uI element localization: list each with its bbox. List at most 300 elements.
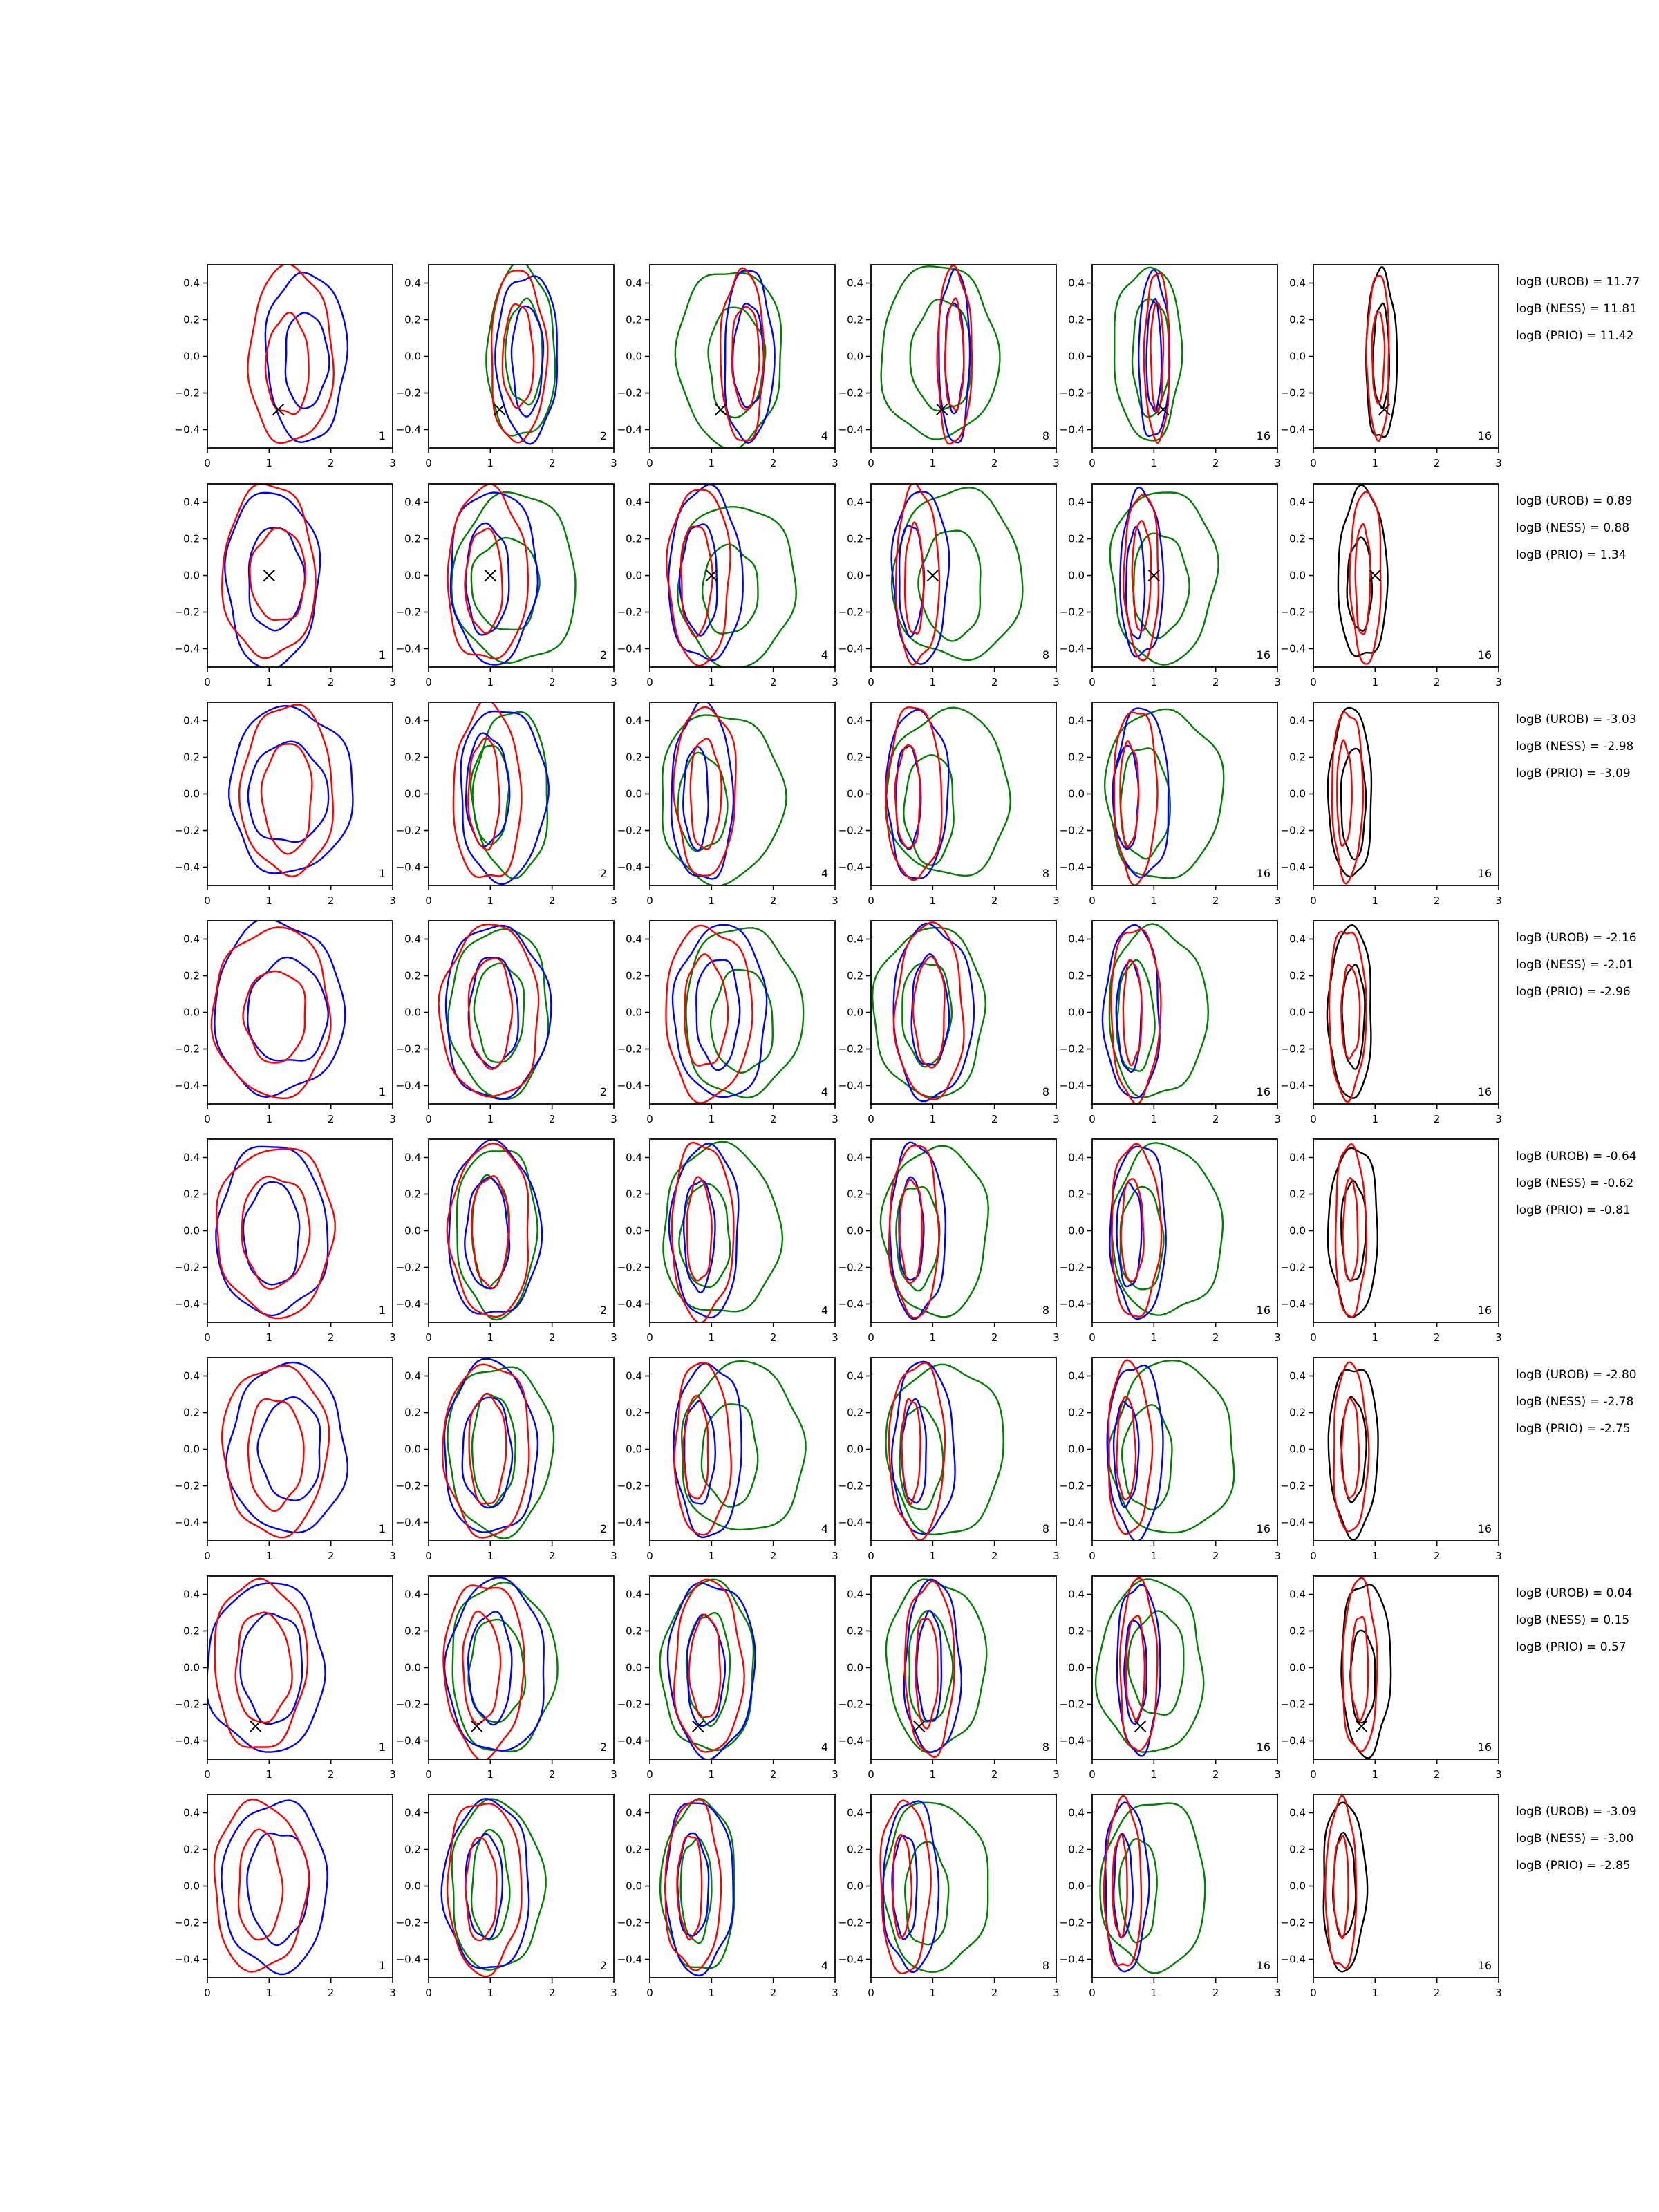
y-tick-label: −0.2 (395, 1042, 421, 1056)
contour-blue (265, 272, 348, 442)
contour-group (442, 1799, 546, 1976)
y-tick-label: −0.4 (838, 1516, 863, 1529)
y-tick-label: −0.4 (395, 642, 421, 655)
contour-blue (468, 1611, 512, 1725)
x-tick-label: 3 (1495, 1550, 1502, 1562)
logb-annotation-row-8 (1516, 1805, 1637, 1873)
x-tick-label: 3 (610, 1768, 617, 1781)
x-tick-label: 0 (204, 1987, 211, 1999)
subplot-r4-c2 (396, 921, 617, 1125)
subplot-r6-c4 (838, 1358, 1060, 1562)
x-tick-label: 0 (646, 676, 653, 688)
x-tick-label: 0 (868, 1331, 874, 1344)
contour-blue (248, 742, 328, 842)
subplot-r1-c6 (1281, 265, 1502, 469)
x-tick-label: 3 (389, 1768, 396, 1781)
subplot-count-label: 16 (1477, 429, 1492, 442)
y-tick-label: 0.4 (626, 1369, 642, 1382)
y-tick-label: −0.4 (838, 1297, 863, 1311)
y-tick-label: 0.0 (404, 350, 421, 363)
contour-red (1333, 1836, 1349, 1938)
subplot-r7-c5 (1060, 1576, 1281, 1781)
y-tick-label: 0.4 (404, 932, 421, 946)
y-tick-label: −0.4 (174, 861, 200, 874)
y-tick-label: −0.2 (617, 1916, 642, 1929)
x-tick-label: 3 (1053, 1768, 1060, 1781)
subplot-r5-c4 (838, 1139, 1060, 1344)
y-tick-label: −0.4 (838, 1734, 863, 1747)
contour-red (672, 1143, 733, 1323)
subplot-r2-c6 (1281, 484, 1502, 688)
x-tick-label: 1 (708, 1331, 715, 1344)
x-tick-label: 3 (610, 1113, 617, 1125)
y-tick-label: 0.0 (1068, 787, 1085, 800)
contour-blue (226, 1362, 348, 1533)
logb-annotation-row-1 (1516, 275, 1640, 343)
contour-red (250, 528, 306, 620)
y-tick-label: 0.4 (1068, 1151, 1085, 1164)
x-tick-label: 2 (548, 1987, 556, 1999)
y-tick-label: −0.2 (838, 1698, 863, 1711)
x-tick-label: 1 (1150, 1768, 1158, 1781)
y-tick-label: −0.4 (174, 642, 200, 655)
x-tick-label: 0 (1089, 457, 1096, 469)
logb-text: logB (NESS) = -3.00 (1516, 1832, 1634, 1846)
logb-text: logB (UROB) = 0.04 (1516, 1586, 1633, 1600)
contour-group (447, 1139, 542, 1320)
x-tick-label: 2 (991, 1550, 998, 1562)
y-tick-label: 0.2 (1289, 751, 1306, 764)
contour-red (261, 744, 312, 854)
y-tick-label: −0.2 (174, 606, 200, 619)
x-tick-label: 1 (708, 457, 715, 469)
x-tick-label: 3 (389, 676, 396, 688)
y-tick-label: −0.4 (1059, 1079, 1085, 1092)
contour-group (886, 1362, 1004, 1540)
subplot-count-label: 1 (378, 648, 386, 662)
y-tick-label: 0.0 (847, 1443, 863, 1456)
x-tick-label: 0 (1310, 1987, 1317, 1999)
y-tick-label: 0.4 (1068, 1369, 1085, 1382)
contour-group (247, 264, 348, 443)
subplot-r4-c1 (175, 919, 396, 1125)
true-value-marker (1135, 1721, 1146, 1732)
y-tick-label: 0.0 (847, 787, 863, 800)
contour-group (486, 261, 557, 444)
y-tick-label: 0.2 (404, 532, 421, 545)
y-tick-label: −0.4 (617, 642, 642, 655)
x-tick-label: 2 (327, 894, 335, 907)
x-tick-label: 1 (929, 457, 937, 469)
x-tick-label: 0 (868, 676, 874, 688)
subplot-r4-c4 (838, 921, 1060, 1125)
contour-green (883, 1803, 988, 1972)
contour-green (918, 531, 980, 641)
x-tick-label: 0 (646, 1768, 653, 1781)
y-tick-label: 0.2 (626, 532, 642, 545)
y-tick-label: 0.2 (1068, 1843, 1085, 1856)
x-tick-label: 1 (265, 894, 273, 907)
y-tick-label: 0.0 (847, 1661, 863, 1674)
x-tick-label: 3 (389, 457, 396, 469)
true-value-marker (715, 404, 727, 415)
x-tick-label: 1 (1371, 457, 1379, 469)
y-tick-label: 0.2 (847, 532, 863, 545)
contour-green (471, 1830, 509, 1940)
subplot-r8-c3 (617, 1794, 838, 1999)
y-tick-label: −0.4 (1280, 1297, 1306, 1311)
y-tick-label: 0.0 (404, 1006, 421, 1019)
subplot-r2-c1 (175, 484, 396, 688)
y-tick-label: −0.2 (1280, 1479, 1306, 1492)
contour-group (886, 1580, 986, 1757)
x-tick-label: 1 (708, 894, 715, 907)
true-value-marker (263, 570, 274, 581)
y-tick-label: −0.4 (838, 423, 863, 436)
x-tick-label: 1 (487, 457, 494, 469)
y-tick-label: 0.0 (183, 1443, 200, 1456)
y-tick-label: 0.0 (404, 1224, 421, 1237)
x-tick-label: 2 (769, 1768, 777, 1781)
contour-red (666, 490, 730, 666)
contour-blue (512, 306, 543, 417)
contour-group (1103, 924, 1208, 1103)
subplot-count-label: 8 (1042, 867, 1049, 880)
x-tick-label: 1 (708, 1987, 715, 1999)
x-tick-label: 2 (1433, 1113, 1441, 1125)
x-tick-label: 1 (1150, 676, 1158, 688)
x-tick-label: 1 (265, 1113, 273, 1125)
logb-text: logB (PRIO) = -2.75 (1516, 1422, 1631, 1436)
x-tick-label: 0 (1310, 1550, 1317, 1562)
subplot-r8-c5 (1060, 1794, 1281, 1999)
y-tick-label: −0.4 (395, 861, 421, 874)
subplot-count-label: 4 (821, 867, 828, 880)
y-tick-label: −0.2 (174, 1261, 200, 1274)
subplot-r5-c3 (617, 1139, 838, 1344)
y-tick-label: 0.2 (183, 751, 200, 764)
y-tick-label: 0.4 (1289, 932, 1306, 946)
y-tick-label: −0.4 (617, 1297, 642, 1311)
x-tick-label: 1 (487, 676, 494, 688)
x-tick-label: 3 (832, 894, 838, 907)
x-tick-label: 0 (1089, 676, 1096, 688)
y-tick-label: 0.0 (183, 569, 200, 582)
subplot-r2-c3 (617, 484, 838, 688)
contour-blue (939, 270, 970, 442)
y-tick-label: 0.4 (626, 932, 642, 946)
subplot-count-label: 4 (821, 648, 828, 662)
x-tick-label: 0 (646, 894, 653, 907)
contour-group (1329, 1362, 1378, 1540)
x-tick-label: 2 (1433, 1550, 1441, 1562)
x-tick-label: 2 (991, 1331, 998, 1344)
y-tick-label: −0.2 (1059, 1698, 1085, 1711)
x-tick-label: 1 (265, 1987, 273, 1999)
subplot-r5-c2 (396, 1139, 617, 1344)
axes-frame (1313, 1794, 1499, 1978)
y-tick-label: 0.4 (626, 1151, 642, 1164)
x-tick-label: 1 (929, 1113, 937, 1125)
y-tick-label: 0.4 (183, 276, 200, 290)
y-tick-label: −0.2 (617, 606, 642, 619)
y-tick-label: 0.2 (404, 1843, 421, 1856)
x-tick-label: 0 (1089, 1987, 1096, 1999)
x-tick-label: 0 (868, 457, 874, 469)
x-tick-label: 2 (1433, 676, 1441, 688)
subplot-count-label: 16 (1256, 1304, 1271, 1317)
x-tick-label: 0 (204, 1550, 211, 1562)
axes-frame (1092, 265, 1277, 448)
logb-text: logB (NESS) = -2.01 (1516, 958, 1634, 972)
x-tick-label: 3 (1274, 1331, 1281, 1344)
y-tick-label: −0.2 (1280, 1261, 1306, 1274)
x-tick-label: 3 (389, 1550, 396, 1562)
x-tick-label: 1 (487, 1768, 494, 1781)
y-tick-label: −0.4 (395, 1953, 421, 1966)
x-tick-label: 3 (389, 1331, 396, 1344)
x-tick-label: 1 (1371, 1987, 1379, 1999)
subplot-r1-c5 (1060, 265, 1281, 469)
true-value-marker (706, 570, 717, 581)
y-tick-label: −0.2 (1280, 386, 1306, 400)
subplot-count-label: 16 (1477, 648, 1492, 662)
y-tick-label: 0.0 (404, 569, 421, 582)
subplot-count-label: 1 (378, 1959, 386, 1972)
x-tick-label: 1 (265, 457, 273, 469)
y-tick-label: 0.4 (1289, 1806, 1306, 1819)
x-tick-label: 2 (769, 1113, 777, 1125)
y-tick-label: 0.2 (404, 313, 421, 326)
y-tick-label: −0.2 (1059, 1261, 1085, 1274)
y-tick-label: −0.2 (617, 1698, 642, 1711)
y-tick-label: 0.2 (404, 1624, 421, 1638)
logb-annotation-row-4 (1516, 931, 1637, 999)
subplot-r3-c1 (175, 702, 396, 907)
x-tick-label: 0 (1089, 894, 1096, 907)
y-tick-label: 0.2 (183, 1843, 200, 1856)
x-tick-label: 2 (769, 457, 777, 469)
subplot-count-label: 16 (1256, 648, 1271, 662)
y-tick-label: 0.0 (847, 569, 863, 582)
x-tick-label: 3 (610, 894, 617, 907)
y-tick-label: 0.0 (183, 1661, 200, 1674)
y-tick-label: −0.4 (617, 1516, 642, 1529)
x-tick-label: 3 (832, 1113, 838, 1125)
x-tick-label: 0 (1310, 894, 1317, 907)
y-tick-label: 0.2 (847, 313, 863, 326)
x-tick-label: 2 (1212, 894, 1219, 907)
x-tick-label: 0 (425, 676, 432, 688)
y-tick-label: 0.4 (1068, 1806, 1085, 1819)
subplot-r8-c2 (396, 1794, 617, 1999)
logb-text: logB (UROB) = -0.64 (1516, 1150, 1637, 1163)
contour-group (212, 919, 346, 1098)
logb-text: logB (NESS) = -2.98 (1516, 740, 1634, 753)
x-tick-label: 3 (610, 1331, 617, 1344)
y-tick-label: 0.0 (183, 787, 200, 800)
x-tick-label: 1 (1150, 1113, 1158, 1125)
y-tick-label: 0.4 (847, 496, 863, 509)
x-tick-label: 0 (1310, 1113, 1317, 1125)
y-tick-label: 0.2 (847, 1188, 863, 1201)
subplot-r7-c1 (175, 1576, 396, 1781)
y-tick-label: −0.2 (1059, 386, 1085, 400)
y-tick-label: 0.2 (1068, 1624, 1085, 1638)
x-tick-label: 0 (1310, 457, 1317, 469)
y-tick-label: 0.0 (1289, 350, 1306, 363)
y-tick-label: −0.4 (395, 1734, 421, 1747)
x-tick-label: 1 (265, 1331, 273, 1344)
contour-red (214, 1799, 309, 1971)
x-tick-label: 0 (204, 894, 211, 907)
subplot-count-label: 1 (378, 1304, 386, 1317)
contour-group (660, 1799, 734, 1976)
subplot-r1-c2 (396, 261, 617, 469)
y-tick-label: −0.2 (174, 1698, 200, 1711)
y-tick-label: 0.4 (626, 1806, 642, 1819)
subplot-r5-c1 (175, 1139, 396, 1344)
subplot-r6-c1 (175, 1358, 396, 1562)
x-tick-label: 0 (204, 457, 211, 469)
y-tick-label: 0.4 (183, 1806, 200, 1819)
contour-red (913, 957, 945, 1068)
y-tick-label: −0.4 (1280, 861, 1306, 874)
y-tick-label: 0.0 (1289, 787, 1306, 800)
y-tick-label: 0.2 (1068, 532, 1085, 545)
x-tick-label: 0 (646, 1331, 653, 1344)
x-tick-label: 3 (1274, 1987, 1281, 1999)
y-tick-label: 0.2 (847, 969, 863, 982)
x-tick-label: 0 (646, 1550, 653, 1562)
contour-red (265, 312, 309, 414)
x-tick-label: 0 (204, 1331, 211, 1344)
contour-red (1334, 1362, 1369, 1532)
contour-red (691, 738, 722, 849)
x-tick-label: 1 (265, 1768, 273, 1781)
axes-frame (207, 265, 393, 448)
y-tick-label: 0.2 (626, 1188, 642, 1201)
contour-group (448, 484, 576, 664)
contour-group (660, 1580, 756, 1760)
y-tick-label: 0.4 (847, 276, 863, 290)
contour-blue (446, 926, 551, 1099)
y-tick-label: −0.4 (1059, 1734, 1085, 1747)
y-tick-label: 0.0 (626, 1443, 642, 1456)
y-tick-label: −0.2 (838, 1916, 863, 1929)
y-tick-label: 0.4 (1289, 714, 1306, 727)
x-tick-label: 0 (425, 1550, 432, 1562)
logb-text: logB (UROB) = -2.16 (1516, 931, 1637, 945)
y-tick-label: 0.0 (404, 787, 421, 800)
y-tick-label: 0.2 (1068, 969, 1085, 982)
x-tick-label: 1 (929, 894, 937, 907)
x-tick-label: 2 (991, 1768, 998, 1781)
subplot-r4-c3 (617, 921, 838, 1125)
contour-red (243, 971, 306, 1063)
y-tick-label: −0.2 (174, 1916, 200, 1929)
contour-red (222, 484, 315, 658)
subplot-r6-c2 (396, 1358, 617, 1562)
y-tick-label: 0.2 (1068, 1188, 1085, 1201)
y-tick-label: −0.4 (174, 1079, 200, 1092)
subplot-count-label: 8 (1042, 1741, 1049, 1754)
x-tick-label: 0 (425, 457, 432, 469)
axes-frame (207, 1794, 393, 1978)
contour-group (1096, 1578, 1203, 1756)
y-tick-label: −0.2 (395, 386, 421, 400)
x-tick-label: 0 (868, 1768, 874, 1781)
x-tick-label: 3 (1053, 457, 1060, 469)
logb-text: logB (PRIO) = -3.09 (1516, 767, 1631, 780)
y-tick-label: −0.2 (617, 386, 642, 400)
contour-red (491, 270, 547, 442)
x-tick-label: 0 (646, 1987, 653, 1999)
contour-group (1109, 1143, 1223, 1319)
subplot-count-label: 16 (1477, 1522, 1492, 1535)
y-tick-label: 0.0 (626, 1224, 642, 1237)
x-tick-label: 2 (1212, 1331, 1219, 1344)
contour-red (905, 1582, 955, 1758)
contour-blue (247, 1833, 309, 1945)
y-tick-label: −0.2 (395, 606, 421, 619)
x-tick-label: 1 (929, 1550, 937, 1562)
x-tick-label: 3 (1274, 1768, 1281, 1781)
contour-blue (221, 1801, 327, 1975)
contour-group (1327, 925, 1371, 1102)
contour-group (439, 924, 552, 1099)
axes-frame (207, 1358, 393, 1541)
contour-blue (665, 1803, 733, 1976)
contour-red (937, 265, 972, 444)
x-tick-label: 0 (868, 894, 874, 907)
contour-group (222, 1362, 348, 1537)
x-tick-label: 2 (991, 676, 998, 688)
x-tick-label: 3 (832, 1768, 838, 1781)
y-tick-label: 0.4 (847, 714, 863, 727)
y-tick-label: 0.2 (1289, 532, 1306, 545)
contour-green (1111, 1143, 1223, 1315)
x-tick-label: 2 (548, 894, 556, 907)
logb-annotation-row-7 (1516, 1586, 1632, 1654)
x-tick-label: 3 (610, 1550, 617, 1562)
logb-text: logB (PRIO) = 1.34 (1516, 548, 1627, 562)
x-tick-label: 0 (1089, 1331, 1096, 1344)
subplot-count-label: 8 (1042, 1085, 1049, 1098)
y-tick-label: 0.2 (1068, 751, 1085, 764)
y-tick-label: 0.2 (847, 1843, 863, 1856)
subplot-r7-c4 (838, 1576, 1060, 1781)
y-tick-label: 0.4 (404, 276, 421, 290)
x-tick-label: 0 (204, 1113, 211, 1125)
logb-text: logB (PRIO) = -2.85 (1516, 1859, 1631, 1873)
contour-green (711, 970, 773, 1073)
x-tick-label: 3 (389, 1987, 396, 1999)
x-tick-label: 3 (389, 894, 396, 907)
contour-blue (225, 493, 320, 669)
x-tick-label: 3 (1495, 1331, 1502, 1344)
contour-group (1328, 708, 1371, 884)
x-tick-label: 3 (389, 1113, 396, 1125)
y-tick-label: 0.4 (847, 1588, 863, 1601)
contour-red (1132, 521, 1151, 630)
y-tick-label: −0.4 (1280, 423, 1306, 436)
contour-green (486, 261, 555, 436)
y-tick-label: −0.2 (1059, 606, 1085, 619)
subplot-count-label: 16 (1256, 1959, 1271, 1972)
x-tick-label: 0 (204, 1768, 211, 1781)
subplot-r6-c6 (1281, 1358, 1502, 1562)
